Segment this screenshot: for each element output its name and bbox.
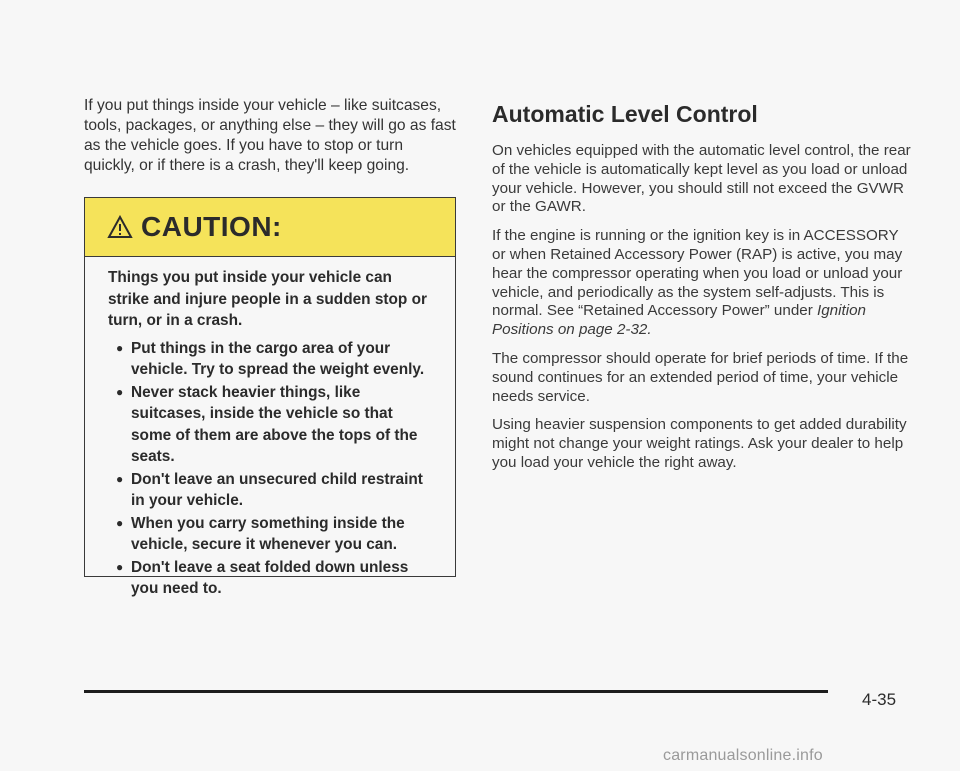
paragraph-service-note: The compressor should operate for brief periods of time. If the sound continues for an extended period of time, your vehicle needs service. — [492, 349, 909, 405]
paragraph-level-control: On vehicles equipped with the automatic level control, the rear of the vehicle is automatically kept level as you load or unload your vehicle. However, you should still not exceed the GVWR or the GAWR. — [492, 142, 911, 216]
left-column — [84, 96, 456, 176]
paragraph-suspension-note: Using heavier suspension components to get added durability might not change your weight ratings. Ask your dealer to help you load your vehicle the right away. — [492, 416, 907, 471]
paragraph-compressor-operation — [492, 227, 912, 340]
section-title: Automatic Level Control — [492, 101, 758, 127]
list-item-text: Don't leave an unsecured child restraint in your vehicle. — [131, 470, 423, 509]
caution-box — [84, 197, 456, 597]
bullet-icon: ● — [116, 384, 124, 399]
footer-divider — [84, 690, 828, 693]
caution-header — [85, 198, 455, 257]
list-item-text: When you carry something inside the vehicle, secure it whenever you can. — [131, 514, 405, 553]
caution-list — [108, 338, 433, 600]
page-number: 4-35 — [862, 690, 897, 709]
list-item-text: Never stack heavier things, like suitcases, inside the vehicle so that some of them are above the tops of the seats. — [131, 383, 418, 465]
bullet-icon: ● — [116, 340, 124, 355]
warning-triangle-icon — [107, 215, 133, 239]
bullet-icon: ● — [116, 559, 124, 574]
list-item — [108, 338, 433, 381]
cross-reference-link[interactable]: Ignition Positions on page 2-32. — [492, 302, 866, 339]
watermark: carmanualsonline.info — [663, 747, 823, 764]
list-item-text: Don't leave a seat folded down unless you need to. — [131, 558, 409, 597]
caution-lead: Things you put inside your vehicle can strike and injure people in a sudden stop or turn, or in a crash. — [108, 269, 427, 329]
list-item — [108, 513, 433, 556]
right-column — [492, 101, 912, 483]
intro-paragraph: If you put things inside your vehicle – like suitcases, tools, packages, or anything else – they will go as fast as the vehicle goes. If you have to stop or turn quickly, or if there is a crash, they'll keep going. — [84, 97, 456, 174]
caution-title: CAUTION: — [141, 211, 282, 242]
list-item — [108, 382, 433, 468]
list-item — [108, 469, 433, 512]
list-item-text: Put things in the cargo area of your vehicle. Try to spread the weight evenly. — [131, 339, 425, 378]
bullet-icon: ● — [116, 515, 124, 530]
caution-body — [85, 257, 455, 600]
paragraph-text: If the engine is running or the ignition key is in ACCESSORY or when Retained Accessory Power (RAP) is active, you may hear the compressor operating when you load or unload your vehicle, and periodically as the system self-adjusts. This is normal. See “Retained Accessory Power” under — [492, 227, 903, 320]
bullet-icon: ● — [116, 471, 124, 486]
list-item — [108, 557, 433, 600]
